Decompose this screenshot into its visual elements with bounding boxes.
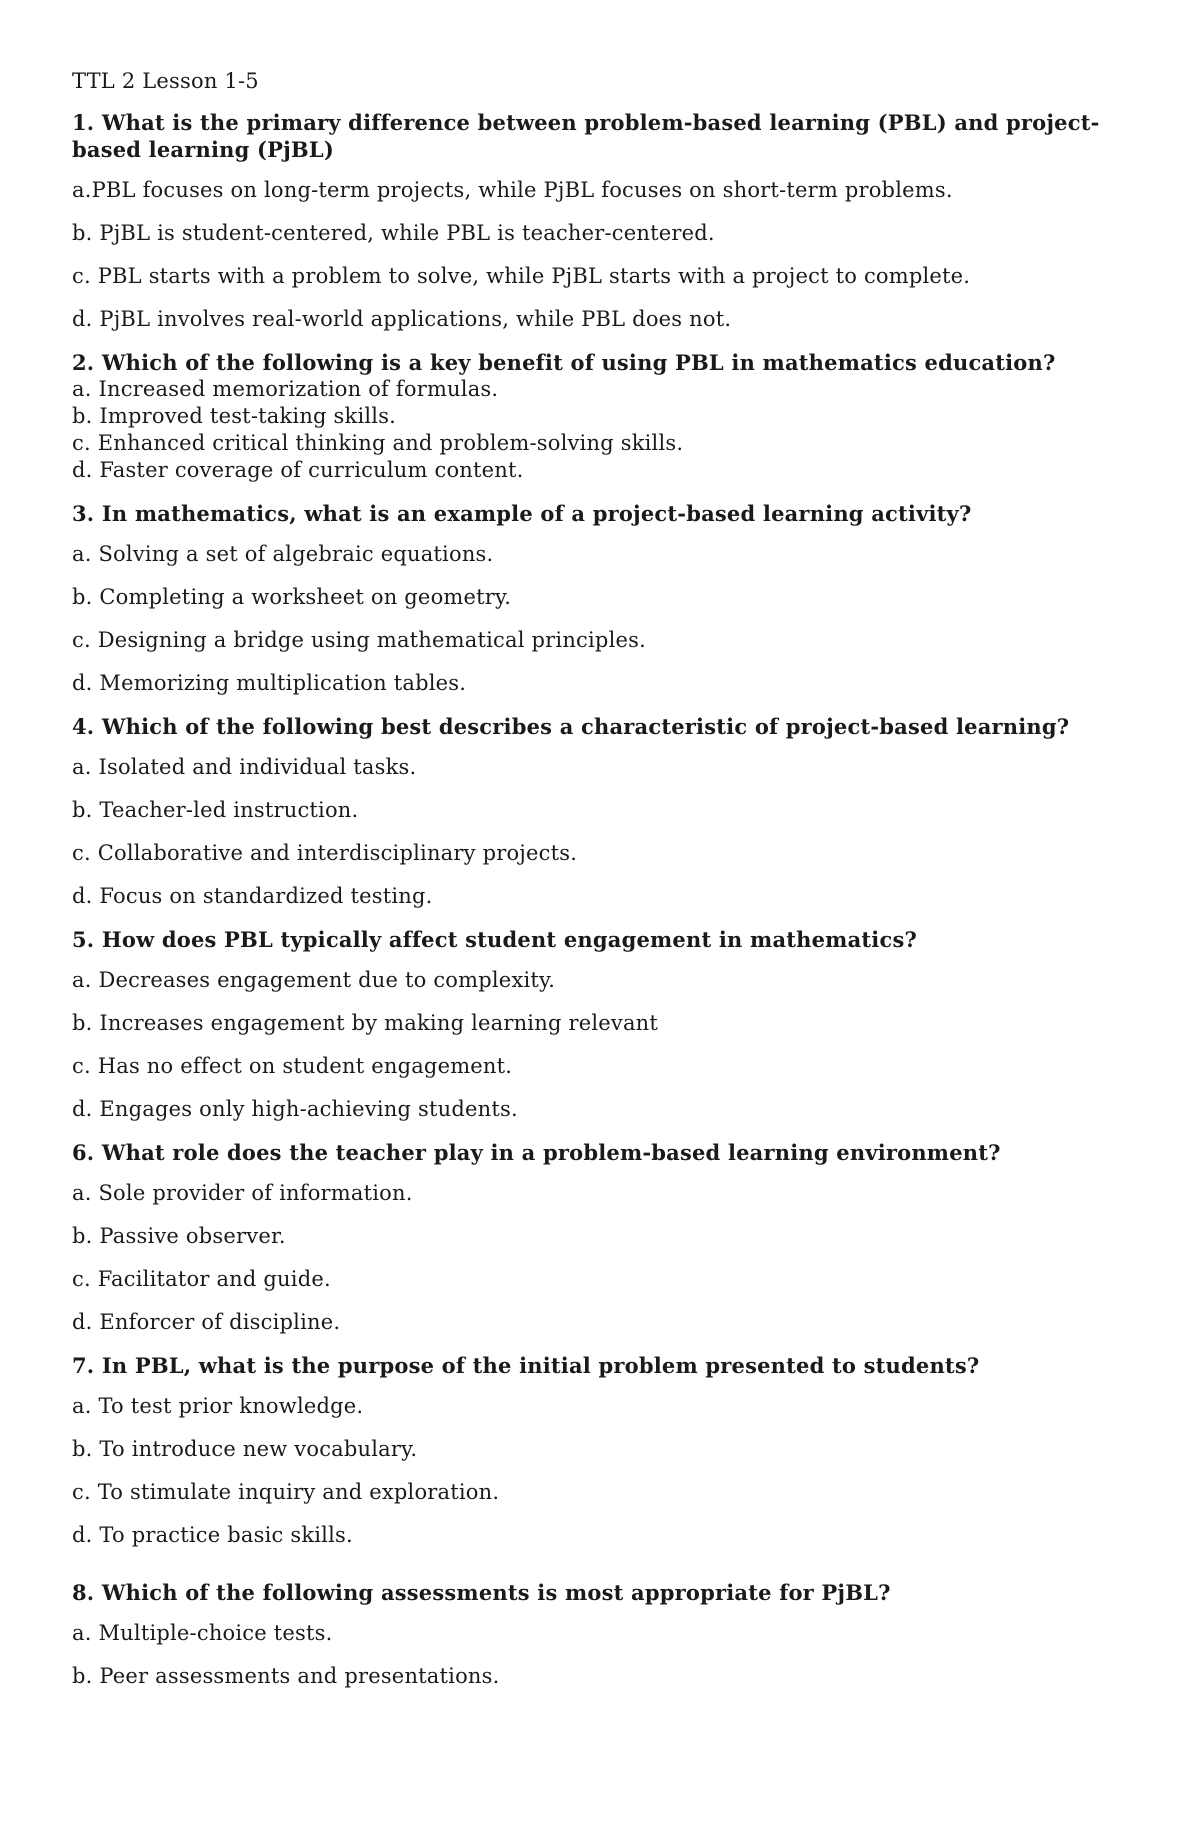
document-page xyxy=(72,68,1132,1706)
answer-option: c. Has no effect on student engagement. xyxy=(72,1054,513,1078)
answer-option: a. Decreases engagement due to complexity. xyxy=(72,968,556,992)
answer-option: a.PBL focuses on long-term projects, while PjBL focuses on short-term problems. xyxy=(72,178,953,202)
question-block-1 xyxy=(72,109,1132,333)
answer-option: b. Passive observer. xyxy=(72,1224,286,1248)
answer-option: c. Designing a bridge using mathematical principles. xyxy=(72,628,646,652)
answer-option: c. To stimulate inquiry and exploration. xyxy=(72,1480,500,1504)
answer-option: a. Sole provider of information. xyxy=(72,1181,413,1205)
answer-option: b. Peer assessments and presentations. xyxy=(72,1664,500,1688)
question-text: 5. How does PBL typically affect student engagement in mathematics? xyxy=(72,927,918,952)
question-text: 3. In mathematics, what is an example of a project-based learning activity? xyxy=(72,501,972,526)
answer-option: c. PBL starts with a problem to solve, while PjBL starts with a project to complete. xyxy=(72,264,971,288)
answer-option: a. Solving a set of algebraic equations. xyxy=(72,542,494,566)
question-block-8 xyxy=(72,1579,1132,1690)
answer-option: a. To test prior knowledge. xyxy=(72,1394,364,1418)
answer-option: a. Multiple-choice tests. xyxy=(72,1621,333,1645)
answer-option: b. Increases engagement by making learning relevant xyxy=(72,1011,659,1035)
question-text: 6. What role does the teacher play in a problem-based learning environment? xyxy=(72,1140,1001,1165)
answer-option: a. Increased memorization of formulas. xyxy=(72,377,499,401)
answer-option: d. Faster coverage of curriculum content. xyxy=(72,458,524,482)
answer-option: b. PjBL is student-centered, while PBL is teacher-centered. xyxy=(72,221,715,245)
question-block-7 xyxy=(72,1352,1132,1549)
question-text: 7. In PBL, what is the purpose of the initial problem presented to students? xyxy=(72,1353,980,1378)
question-text: 8. Which of the following assessments is most appropriate for PjBL? xyxy=(72,1580,891,1605)
answer-option: c. Collaborative and interdisciplinary projects. xyxy=(72,841,578,865)
answer-option: d. Enforcer of discipline. xyxy=(72,1310,341,1334)
answer-option: d. PjBL involves real-world applications, while PBL does not. xyxy=(72,307,732,331)
answer-option: b. Teacher-led instruction. xyxy=(72,798,359,822)
document-title: TTL 2 Lesson 1-5 xyxy=(72,69,259,93)
answer-option: d. Engages only high-achieving students. xyxy=(72,1097,518,1121)
answer-option: b. Completing a worksheet on geometry. xyxy=(72,585,512,609)
question-block-2 xyxy=(72,349,1132,484)
answer-option: d. To practice basic skills. xyxy=(72,1523,353,1547)
answer-option: b. To introduce new vocabulary. xyxy=(72,1437,418,1461)
question-text: 2. Which of the following is a key benefit of using PBL in mathematics education? xyxy=(72,350,1056,375)
question-block-5 xyxy=(72,926,1132,1123)
answer-option: c. Facilitator and guide. xyxy=(72,1267,331,1291)
question-block-4 xyxy=(72,713,1132,910)
answer-option: d. Focus on standardized testing. xyxy=(72,884,433,908)
answer-option: c. Enhanced critical thinking and problem-solving skills. xyxy=(72,431,684,455)
question-text: 1. What is the primary difference between problem-based learning (PBL) and project-based learning (PjBL) xyxy=(72,110,1100,162)
question-block-6 xyxy=(72,1139,1132,1336)
answer-option: b. Improved test-taking skills. xyxy=(72,404,397,428)
answer-option: d. Memorizing multiplication tables. xyxy=(72,671,467,695)
answer-option: a. Isolated and individual tasks. xyxy=(72,755,417,779)
question-block-3 xyxy=(72,500,1132,697)
question-text: 4. Which of the following best describes a characteristic of project-based learning? xyxy=(72,714,1070,739)
